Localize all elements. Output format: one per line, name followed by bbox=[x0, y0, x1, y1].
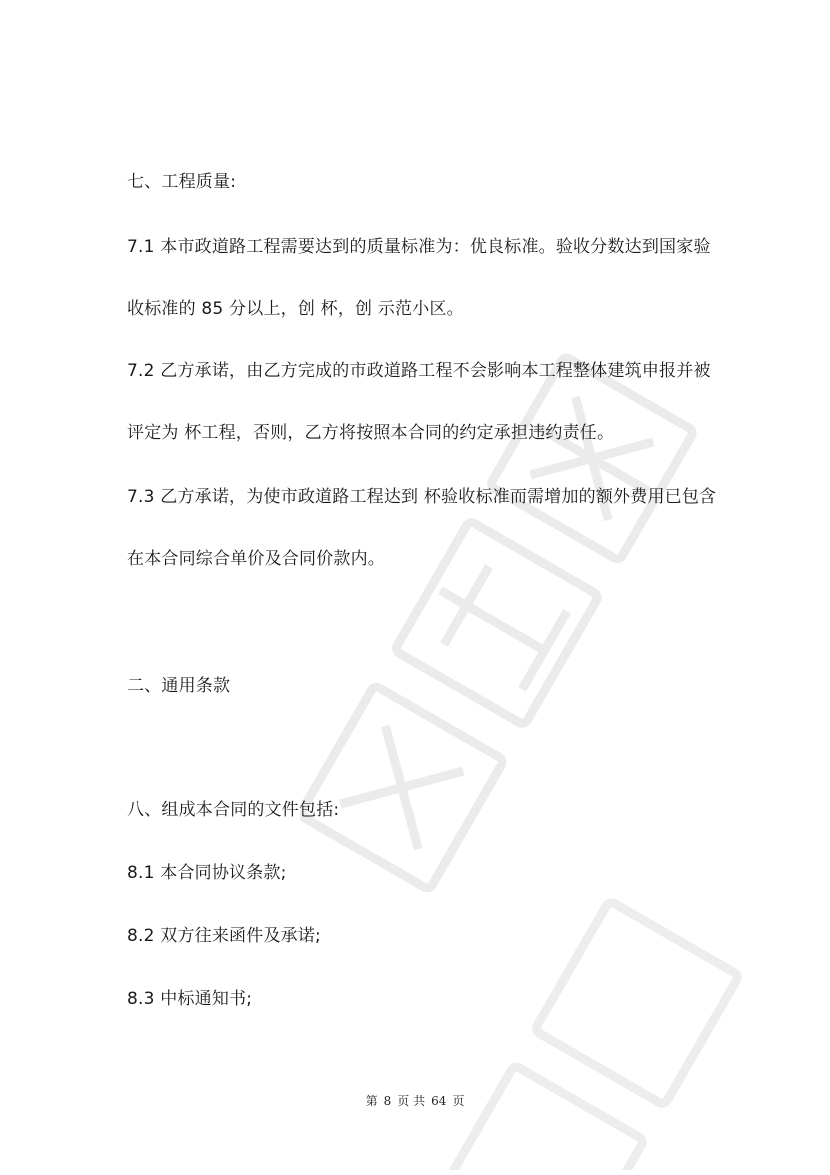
page-footer bbox=[0, 1092, 830, 1109]
footer-current-page: 8 bbox=[383, 1094, 392, 1108]
clause-7-2-line-1: 7.2 乙方承诺，由乙方完成的市政道路工程不会影响本工程整体建筑申报并被 bbox=[127, 361, 711, 381]
section-heading-engineering-quality: 七、工程质量: bbox=[127, 172, 237, 192]
clause-7-1-line-2: 收标准的 85 分以上，创 杯，创 示范小区。 bbox=[127, 299, 464, 319]
footer-prefix: 第 bbox=[365, 1094, 378, 1108]
clause-7-3-line-2: 在本合同综合单价及合同价款内。 bbox=[127, 549, 385, 569]
clause-7-2-line-2: 评定为 杯工程，否则，乙方将按照本合同的约定承担违约责任。 bbox=[127, 423, 615, 443]
clause-7-1-line-1: 7.1 本市政道路工程需要达到的质量标准为：优良标准。验收分数达到国家验 bbox=[127, 237, 711, 257]
watermark-graphic bbox=[300, 330, 820, 1170]
clause-8-3: 8.3 中标通知书; bbox=[127, 989, 253, 1009]
footer-mid: 页 共 bbox=[397, 1094, 426, 1108]
watermark bbox=[300, 330, 820, 1170]
footer-suffix: 页 bbox=[452, 1094, 465, 1108]
clause-8-2: 8.2 双方往来函件及承诺; bbox=[127, 926, 321, 946]
footer-total-pages: 64 bbox=[431, 1094, 447, 1108]
section-heading-general-terms: 二、通用条款 bbox=[127, 676, 231, 696]
section-heading-contract-documents: 八、组成本合同的文件包括: bbox=[127, 800, 340, 820]
clause-7-3-line-1: 7.3 乙方承诺，为使市政道路工程达到 杯验收标准而需增加的额外费用已包含 bbox=[127, 487, 717, 507]
clause-8-1: 8.1 本合同协议条款; bbox=[127, 863, 287, 883]
